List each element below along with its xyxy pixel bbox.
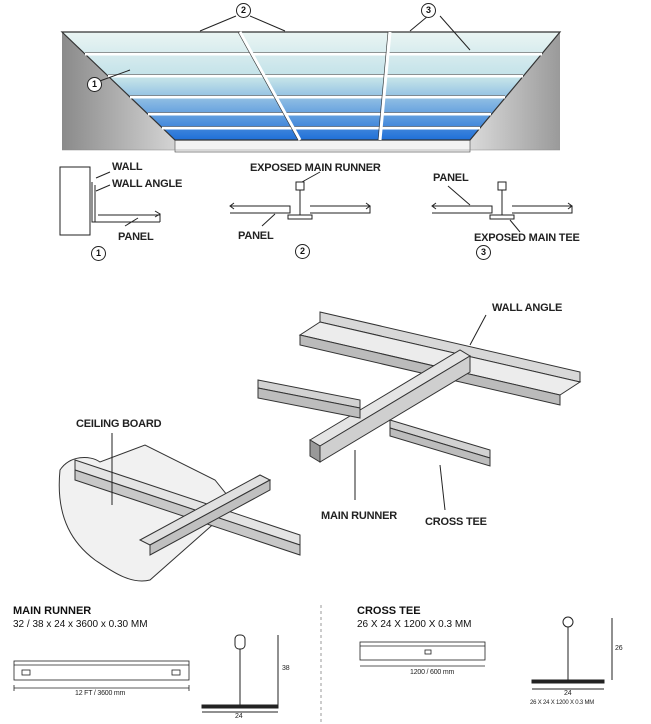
detail-main-runner — [230, 172, 370, 226]
label-panel-2: PANEL — [238, 230, 274, 242]
cross-tee-length-label: 1200 / 600 mm — [410, 669, 455, 676]
label-exposed-main-runner: EXPOSED MAIN RUNNER — [250, 162, 381, 174]
main-runner-height-label: 38 — [282, 665, 290, 672]
detail-num-1: 1 — [91, 246, 106, 261]
label-main-runner: MAIN RUNNER — [321, 510, 398, 522]
label-wall-angle: WALL ANGLE — [112, 178, 183, 190]
detail-main-tee — [432, 182, 572, 232]
cross-tee-strip — [360, 642, 485, 666]
cross-tee-profile — [532, 617, 612, 689]
label-assembly-wall-angle: WALL ANGLE — [492, 302, 563, 314]
cross-tee-profile-label: 26 X 24 X 1200 X 0.3 MM — [530, 700, 595, 706]
spec-cross-tee-title: CROSS TEE — [357, 605, 421, 617]
spec-cross-tee-size: 26 X 24 X 1200 X 0.3 MM — [357, 619, 472, 630]
label-exposed-main-tee: EXPOSED MAIN TEE — [474, 232, 580, 244]
main-runner-length-label: 12 FT / 3600 mm — [75, 690, 126, 697]
callout-3: 3 — [421, 3, 436, 18]
assembly-illustration — [59, 312, 580, 581]
label-panel-1: PANEL — [118, 231, 154, 243]
label-cross-tee: CROSS TEE — [425, 516, 487, 528]
spec-main-runner-size: 32 / 38 x 24 x 3600 x 0.30 MM — [13, 619, 148, 630]
main-runner-strip — [14, 661, 189, 691]
callout-2: 2 — [236, 3, 251, 18]
main-runner-width-label: 24 — [235, 713, 243, 720]
cross-tee-height-label: 26 — [615, 645, 623, 652]
callout-1: 1 — [87, 77, 102, 92]
main-runner-profile — [202, 635, 278, 712]
label-wall: WALL — [112, 161, 143, 173]
detail-num-2: 2 — [295, 244, 310, 259]
label-ceiling-board: CEILING BOARD — [76, 418, 162, 430]
detail-num-3: 3 — [476, 245, 491, 260]
spec-main-runner-title: MAIN RUNNER — [13, 605, 92, 617]
cross-tee-width-label: 24 — [564, 690, 572, 697]
label-panel-3: PANEL — [433, 172, 469, 184]
